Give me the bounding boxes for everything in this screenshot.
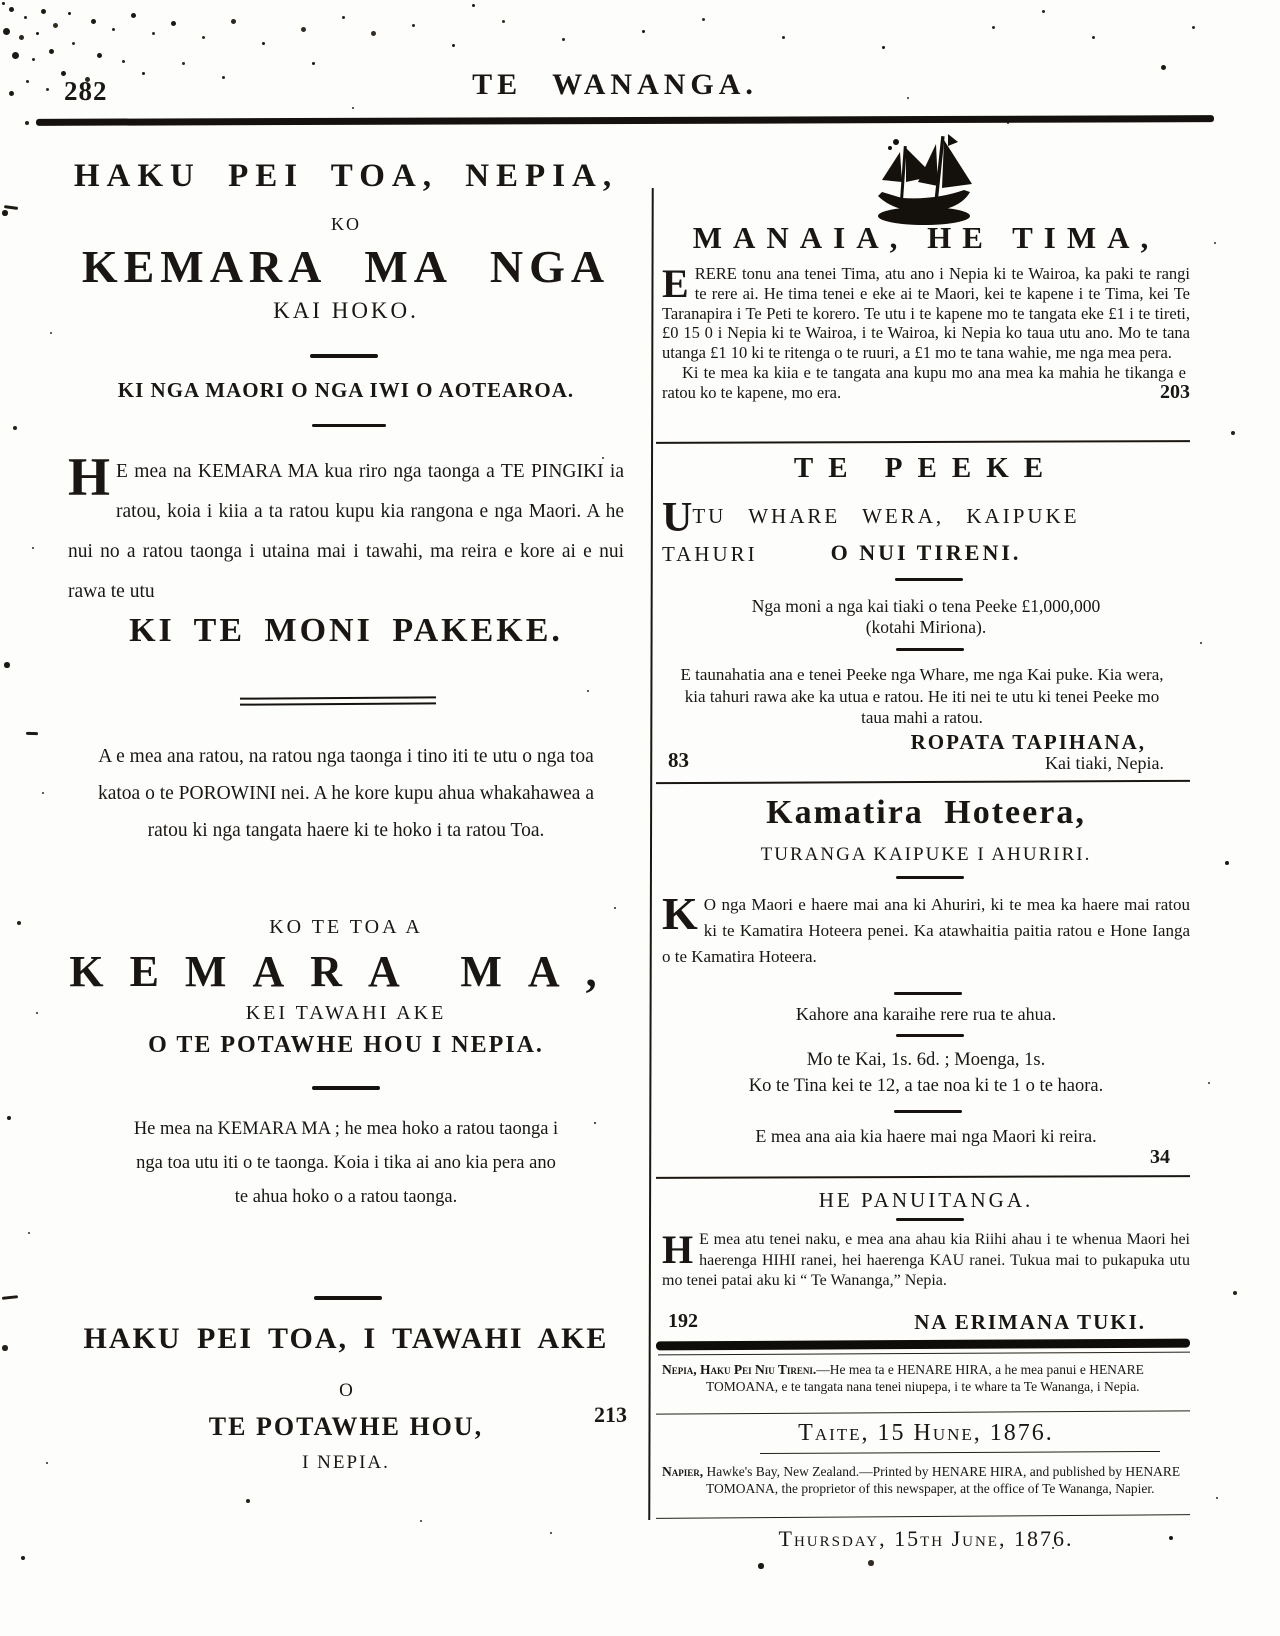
hoteera-note-2: E mea ana aia kia haere mai nga Maori ki reira.	[755, 1126, 1097, 1146]
ad-ref-83: 83	[668, 748, 689, 772]
section-rule	[896, 1218, 964, 1221]
ship-engraving-wrap	[662, 132, 1190, 233]
section-divider-rule	[656, 1175, 1190, 1179]
peeke-funds	[662, 596, 1190, 638]
ad-kemara-ko: KO	[331, 214, 361, 234]
margin-ink-mark	[4, 205, 18, 210]
section-divider-rule	[656, 440, 1190, 444]
imprint-maori-rest: —He mea ta e HENARE HIRA, a he mea panui e HENARE TOMOANA, e te tangata nana tenei niupepa, i te whare ta Te Wananga, i Nepia.	[706, 1362, 1144, 1394]
paragraph-text: TU WHARE WERA, KAIPUKE TAHURI	[662, 504, 1080, 566]
date-english: Thursday, 15th June, 1876.	[778, 1526, 1074, 1551]
imprint-hair-rule	[658, 1352, 1190, 1356]
ad-kemara-title: HAKU PEI TOA, NEPIA,	[73, 158, 619, 194]
kemara-ma-display: KEMARA MA,	[69, 947, 623, 996]
ad-kemara-address: KI NGA MAORI O NGA IWI O AOTEAROA.	[117, 378, 575, 402]
paragraph	[662, 1227, 1190, 1292]
imprint-heavy-rule	[656, 1339, 1190, 1351]
paragraph-text: Ki te mea ka kiia e te tangata ana kupu mo ana mea ka mahia he tikanga e ratou ko te kapene, mo era.	[662, 362, 1186, 402]
section-rule	[310, 354, 378, 358]
ad-kemara-kaihoko: KAI HOKO.	[273, 298, 419, 323]
ko-te-toa-line: KO TE TOA A	[269, 916, 423, 938]
dropcap-h2: H	[662, 1227, 694, 1272]
imprint-maori-lead: Nepia, Haku Pei Niu Tireni.	[662, 1362, 817, 1377]
potawhe-line: O TE POTAWHE HOU I NEPIA.	[148, 1032, 544, 1058]
section-rule	[312, 424, 386, 427]
margin-ink-mark	[26, 732, 38, 735]
steamship-icon	[860, 132, 992, 228]
section-rule	[314, 1296, 382, 1300]
double-rule	[240, 696, 436, 705]
peeke-nui-tireni: O NUI TIRENI.	[830, 540, 1022, 565]
peeke-signature: ROPATA TAPIHANA,	[910, 730, 1146, 754]
date-maori: Taite, 15 Hune, 1876.	[798, 1420, 1054, 1446]
ad-ref-203: 203	[1160, 380, 1190, 403]
masthead-wrap	[0, 68, 1280, 102]
footer-potawhe: TE POTAWHE HOU,	[208, 1412, 484, 1441]
imprint-rule	[656, 1514, 1190, 1519]
panuitanga-signature: NA ERIMANA TUKI.	[914, 1310, 1146, 1334]
hoteera-note-1: Kahore ana karaihe rere rua te ahua.	[795, 1004, 1057, 1024]
imprint-english	[662, 1464, 1190, 1497]
ad-kemara-paragraph-3: He mea na KEMARA MA ; he mea hoko a ratou taonga i nga toa utu iti o te taonga. Koia i tika ai ano kia pera ano te ahua hoko o a ratou taonga.	[133, 1119, 559, 1207]
footer-o: O	[339, 1380, 353, 1401]
paragraph	[68, 447, 624, 612]
paragraph	[662, 363, 1190, 403]
heading-moni-pakeke: KI TE MONI PAKEKE.	[129, 612, 563, 649]
imprint-rule	[760, 1451, 1160, 1454]
section-rule	[312, 1086, 380, 1090]
manaia-title: MANAIA, HE TIMA,	[692, 220, 1160, 255]
section-rule	[896, 876, 964, 879]
ad-kemara-name: KEMARA MA NGA	[81, 241, 611, 292]
scan-noise-scatter	[2, 2, 4, 4]
section-rule	[896, 648, 964, 651]
hoteera-price-1: Mo te Kai, 1s. 6d. ; Moenga, 1s.	[806, 1050, 1046, 1070]
hoteera-body	[662, 888, 1190, 970]
section-rule	[894, 992, 962, 995]
paragraph	[662, 261, 1190, 363]
panuitanga-title: HE PANUITANGA.	[818, 1188, 1034, 1212]
paragraph	[662, 888, 1190, 970]
ad-kemara-paragraph-2: A e mea ana ratou, na ratou nga taonga i tino iti te utu o nga toa katoa o te POROWINI nei. A he kore kupu ahua whakahawea a ratou ki nga tangata haere ki te hoko i ta ratou Toa.	[97, 746, 594, 841]
paragraph-text: O nga Maori e haere mai ana ki Ahuriri, ki te mea ka haere mai ratou ki te Kamatira Hoteera penei. Ka atawhaitia paitia ratou e Hone Ianga o te Kamatira Hoteera.	[662, 895, 1190, 966]
imprint-rule	[656, 1410, 1190, 1414]
peeke-signature-role: Kai tiaki, Nepia.	[1045, 753, 1164, 773]
masthead-title: TE WANANGA.	[472, 68, 758, 101]
haku-pei-footer-title: HAKU PEI TOA, I TAWAHI AKE	[83, 1322, 609, 1355]
ad-ref-192: 192	[668, 1310, 698, 1332]
section-divider-rule	[656, 780, 1190, 784]
dropcap-u: U	[662, 495, 693, 541]
hoteera-subtitle: TURANGA KAIPUKE I AHURIRI.	[760, 844, 1092, 865]
kei-tawahi-line: KEI TAWAHI AKE	[245, 1002, 447, 1024]
panuitanga-body	[662, 1227, 1190, 1292]
dropcap-h: H	[68, 447, 111, 507]
ad-ref-34: 34	[1150, 1146, 1170, 1168]
funds-line: Nga moni a nga kai tiaki o tena Peeke £1,000,000	[751, 596, 1101, 616]
section-rule	[896, 1034, 964, 1037]
funds-line-2: (kotahi Miriona).	[865, 617, 987, 637]
ad-ref-213: 213	[594, 1402, 627, 1427]
column-divider	[648, 188, 653, 1520]
dropcap-k: K	[662, 888, 698, 939]
ad-kemara-paragraph	[68, 447, 624, 612]
peeke-body: E taunahatia ana e tenei Peeke nga Whare, me nga Kai puke. Kia wera, kia tahuri rawa ake ka utua e ratou. He iti nei te utu ki tenei Peeke mo taua mahi a ratou.	[680, 665, 1164, 727]
peeke-title: TE PEEKE	[793, 452, 1059, 484]
hoteera-title: Kamatira Hoteera,	[766, 794, 1086, 831]
footer-nepia: I NEPIA.	[302, 1452, 390, 1473]
dropcap-e: E	[662, 261, 689, 306]
page-number: 282	[64, 76, 108, 106]
paragraph-text: E mea na KEMARA MA kua riro nga taonga a TE PINGIKI ia ratou, koia i kiia a ta ratou kupu kia rangona e nga Maori. A he nui no a ratou taonga i utaina mai i tawahi, ma reira e kore ai e nui rawa te utu	[68, 461, 624, 602]
paragraph-text: RERE tonu ana tenei Tima, atu ano i Nepia ki te Wairoa, ka paki te rangi te rere ai. He tima tenei e eke ai te Maori, kei te kapene i te Tima, kei Te Taranapira i Te Peti te korero. Te utu i te kapene mo te tangata eke £1 i te tireti, £0 15 0 i Nepia ki te Wairoa, i te Wairoa, ki Nepia ko taua utu ano. Mo te tana utanga £1 10 ki te ritenga o te ruuri, a £1 mo te tana wahie, me nga mea pera.	[662, 264, 1190, 363]
panuitanga-footer	[662, 1310, 1190, 1335]
imprint-maori	[662, 1362, 1190, 1395]
margin-ink-mark	[2, 1295, 18, 1300]
hoteera-price-2: Ko te Tina kei te 12, a tae noa ki te 1 o te haora.	[748, 1076, 1104, 1096]
section-rule	[894, 1110, 962, 1113]
paragraph-text: E mea atu tenei naku, e mea ana ahau kia Riihi ahau i te whenua Maori hei haerenga HIHI ranei, hei haerenga KAU ranei. Tukua mai to pukapuka utu mo tenei patai aku ki “ Te Wananga,” Nepia.	[662, 1231, 1190, 1289]
section-rule	[895, 578, 963, 581]
imprint-english-rest: Hawke's Bay, New Zealand.—Printed by HENARE HIRA, and published by HENARE TOMOANA, the proprietor of this newspaper, at the office of Te Wananga, Napier.	[703, 1464, 1181, 1496]
masthead-rule	[36, 115, 1214, 126]
imprint-english-lead: Napier,	[662, 1464, 704, 1479]
manaia-body	[662, 261, 1190, 403]
